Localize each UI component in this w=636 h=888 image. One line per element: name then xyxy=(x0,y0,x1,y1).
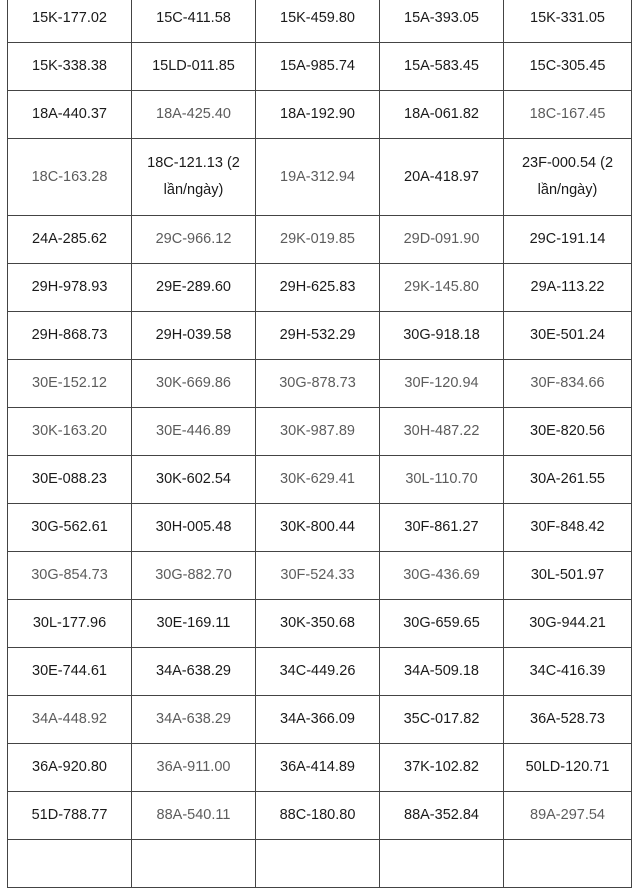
plate-cell: 23F-000.54 (2 lần/ngày) xyxy=(504,139,632,216)
plate-cell xyxy=(256,840,380,888)
table-row xyxy=(8,696,632,744)
plate-cell: 30G-878.73 xyxy=(256,360,380,408)
plate-cell: 15C-411.58 xyxy=(132,0,256,43)
plate-cell: 30E-169.11 xyxy=(132,600,256,648)
plate-cell: 51D-788.77 xyxy=(8,792,132,840)
plate-cell: 30E-088.23 xyxy=(8,456,132,504)
plate-cell: 30K-350.68 xyxy=(256,600,380,648)
plate-cell: 30F-834.66 xyxy=(504,360,632,408)
plate-cell: 15K-338.38 xyxy=(8,43,132,91)
plate-cell: 34C-449.26 xyxy=(256,648,380,696)
table-row xyxy=(8,264,632,312)
plate-cell: 30H-487.22 xyxy=(380,408,504,456)
table-row xyxy=(8,312,632,360)
plate-cell: 15K-177.02 xyxy=(8,0,132,43)
plate-cell: 15A-393.05 xyxy=(380,0,504,43)
table-row xyxy=(8,504,632,552)
plate-cell: 30K-987.89 xyxy=(256,408,380,456)
table-row xyxy=(8,552,632,600)
plate-cell: 30L-110.70 xyxy=(380,456,504,504)
plate-cell: 30E-744.61 xyxy=(8,648,132,696)
plate-cell: 34A-448.92 xyxy=(8,696,132,744)
license-plate-table xyxy=(7,0,632,888)
plate-cell: 30K-629.41 xyxy=(256,456,380,504)
plate-cell: 30L-177.96 xyxy=(8,600,132,648)
plate-cell: 29H-039.58 xyxy=(132,312,256,360)
table-row xyxy=(8,0,632,43)
plate-cell: 29C-966.12 xyxy=(132,216,256,264)
plate-cell: 36A-414.89 xyxy=(256,744,380,792)
plate-cell: 30E-820.56 xyxy=(504,408,632,456)
plate-cell: 29H-868.73 xyxy=(8,312,132,360)
table-row xyxy=(8,648,632,696)
plate-cell: 36A-911.00 xyxy=(132,744,256,792)
plate-cell xyxy=(8,840,132,888)
plate-cell: 15A-985.74 xyxy=(256,43,380,91)
plate-cell: 30F-120.94 xyxy=(380,360,504,408)
plate-cell: 18C-167.45 xyxy=(504,91,632,139)
plate-cell: 18C-163.28 xyxy=(8,139,132,216)
plate-cell: 30E-446.89 xyxy=(132,408,256,456)
table-row xyxy=(8,139,632,216)
plate-cell: 34A-366.09 xyxy=(256,696,380,744)
plate-cell: 30K-602.54 xyxy=(132,456,256,504)
plate-cell: 34A-638.29 xyxy=(132,696,256,744)
plate-cell: 29A-113.22 xyxy=(504,264,632,312)
plate-cell: 35C-017.82 xyxy=(380,696,504,744)
plate-cell: 34A-509.18 xyxy=(380,648,504,696)
plate-cell: 30K-163.20 xyxy=(8,408,132,456)
table-row xyxy=(8,792,632,840)
plate-cell: 30A-261.55 xyxy=(504,456,632,504)
plate-cell: 29K-019.85 xyxy=(256,216,380,264)
plate-cell: 30F-848.42 xyxy=(504,504,632,552)
plate-cell: 18A-192.90 xyxy=(256,91,380,139)
plate-cell xyxy=(504,840,632,888)
plate-cell: 89A-297.54 xyxy=(504,792,632,840)
plate-cell: 15LD-011.85 xyxy=(132,43,256,91)
plate-cell: 30F-861.27 xyxy=(380,504,504,552)
table-row xyxy=(8,456,632,504)
plate-cell: 15C-305.45 xyxy=(504,43,632,91)
plate-cell: 29K-145.80 xyxy=(380,264,504,312)
plate-cell: 88A-540.11 xyxy=(132,792,256,840)
plate-cell: 29H-532.29 xyxy=(256,312,380,360)
plate-cell xyxy=(380,840,504,888)
plate-cell: 30L-501.97 xyxy=(504,552,632,600)
plate-cell: 18A-440.37 xyxy=(8,91,132,139)
plate-cell: 30K-669.86 xyxy=(132,360,256,408)
plate-cell: 29D-091.90 xyxy=(380,216,504,264)
plate-cell: 50LD-120.71 xyxy=(504,744,632,792)
plate-cell: 18C-121.13 (2 lần/ngày) xyxy=(132,139,256,216)
plate-cell: 29E-289.60 xyxy=(132,264,256,312)
plate-cell: 30G-854.73 xyxy=(8,552,132,600)
plate-cell: 18A-061.82 xyxy=(380,91,504,139)
plate-cell: 34C-416.39 xyxy=(504,648,632,696)
plate-cell: 30G-944.21 xyxy=(504,600,632,648)
plate-cell: 30G-882.70 xyxy=(132,552,256,600)
plate-cell: 36A-920.80 xyxy=(8,744,132,792)
plate-cell: 30K-800.44 xyxy=(256,504,380,552)
plate-cell: 29H-625.83 xyxy=(256,264,380,312)
table-row xyxy=(8,840,632,888)
plate-cell: 30E-152.12 xyxy=(8,360,132,408)
plate-cell: 24A-285.62 xyxy=(8,216,132,264)
plate-cell: 30G-562.61 xyxy=(8,504,132,552)
table-row xyxy=(8,360,632,408)
plate-cell: 15A-583.45 xyxy=(380,43,504,91)
plate-cell: 30F-524.33 xyxy=(256,552,380,600)
plate-cell: 88A-352.84 xyxy=(380,792,504,840)
table-row xyxy=(8,408,632,456)
table-row xyxy=(8,216,632,264)
plate-cell: 88C-180.80 xyxy=(256,792,380,840)
plate-cell: 30E-501.24 xyxy=(504,312,632,360)
plate-cell: 37K-102.82 xyxy=(380,744,504,792)
plate-cell xyxy=(132,840,256,888)
plate-cell: 34A-638.29 xyxy=(132,648,256,696)
plate-cell: 18A-425.40 xyxy=(132,91,256,139)
plate-cell: 30G-659.65 xyxy=(380,600,504,648)
table-row xyxy=(8,600,632,648)
plate-cell: 30G-918.18 xyxy=(380,312,504,360)
plate-cell: 20A-418.97 xyxy=(380,139,504,216)
plate-cell: 15K-331.05 xyxy=(504,0,632,43)
plate-cell: 29C-191.14 xyxy=(504,216,632,264)
table-row xyxy=(8,43,632,91)
plate-cell: 36A-528.73 xyxy=(504,696,632,744)
plate-cell: 29H-978.93 xyxy=(8,264,132,312)
table-row xyxy=(8,744,632,792)
plate-cell: 30G-436.69 xyxy=(380,552,504,600)
plate-cell: 15K-459.80 xyxy=(256,0,380,43)
plate-cell: 30H-005.48 xyxy=(132,504,256,552)
table-row xyxy=(8,91,632,139)
license-plate-table-body xyxy=(8,0,632,888)
plate-cell: 19A-312.94 xyxy=(256,139,380,216)
